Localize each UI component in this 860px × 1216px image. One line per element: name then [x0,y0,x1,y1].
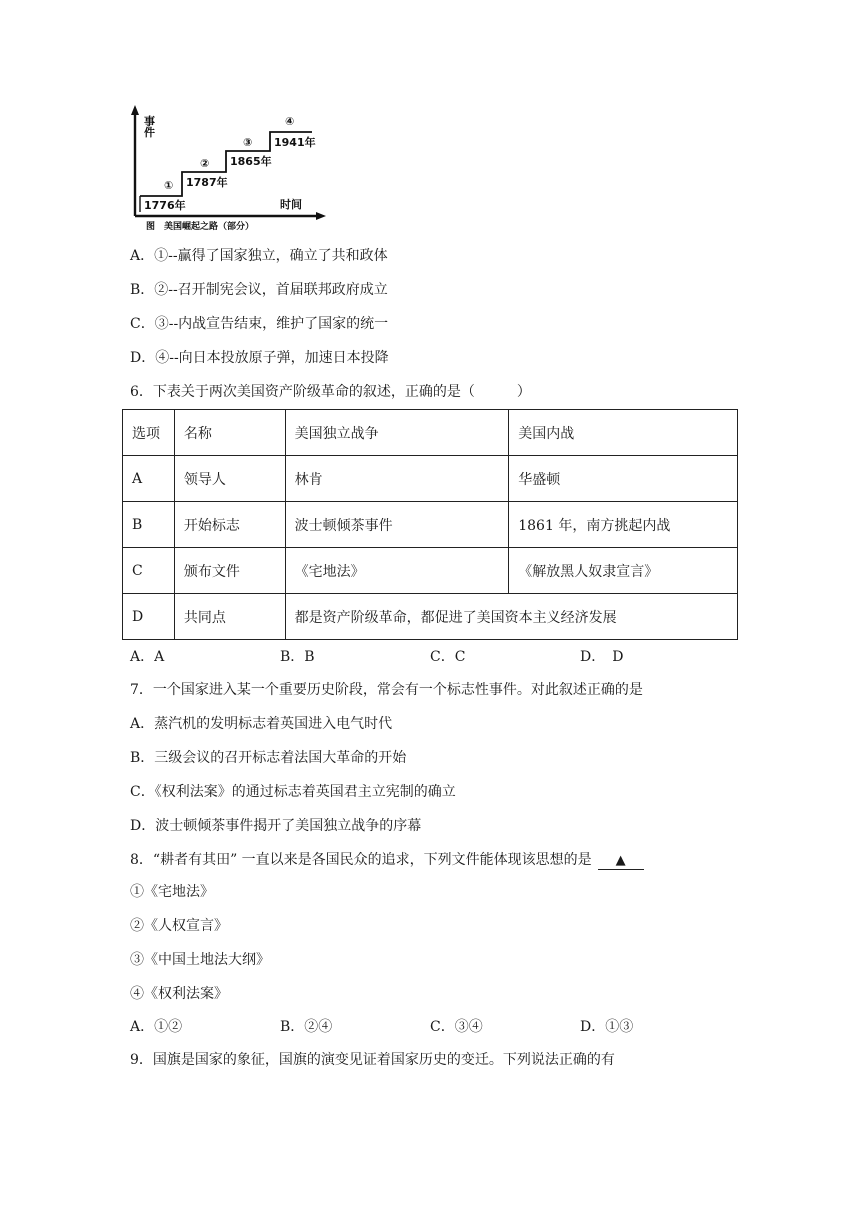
y-axis-arrow [131,105,139,115]
figure-caption: 图 美国崛起之路（部分） [146,222,255,232]
q8-option-c[interactable]: C．③④ [430,1019,483,1035]
q8-item-4: ④《权利法案》 [130,986,228,1002]
table-header-row [123,410,738,456]
q5-option-c[interactable]: C．③--内战宣告结束，维护了国家的统一 [130,316,389,332]
table-cell: 波士顿倾茶事件 [285,502,509,548]
q6-option-c[interactable]: C．C [430,649,466,665]
q8-item-2: ②《人权宣言》 [130,918,228,934]
q7-option-b[interactable]: B．三级会议的召开标志着法国大革命的开始 [130,750,407,766]
q6-option-b[interactable]: B．B [280,649,315,665]
timeline-figure [120,104,336,234]
q7-stem: 7．一个国家进入某一个重要历史阶段，常会有一个标志性事件。对此叙述正确的是 [130,682,643,698]
table-cell: 《解放黑人奴隶宣言》 [509,548,738,594]
x-axis-arrow [316,212,326,220]
q8-option-b[interactable]: B．②④ [280,1019,333,1035]
table-cell: C [123,548,175,594]
table-cell: 《宅地法》 [285,548,509,594]
table-row [123,502,738,548]
q6-option-d[interactable]: D． D [580,649,624,665]
q8-stem: 8．“耕者有其田” 一直以来是各国民众的追求，下列文件能体现该思想的是 [130,852,592,868]
table-cell: D [123,594,175,640]
table-row [123,548,738,594]
table-header-cell: 名称 [174,410,285,456]
table-cell: 华盛顿 [509,456,738,502]
table-merged-cell: 都是资产阶级革命，都促进了美国资本主义经济发展 [285,594,737,640]
table-cell: 开始标志 [174,502,285,548]
q6-stem: 6．下表关于两次美国资产阶级革命的叙述，正确的是（ ） [130,384,531,400]
table-cell: 林肯 [285,456,509,502]
step-year-2: 1787年 [186,176,228,189]
q7-option-a[interactable]: A．蒸汽机的发明标志着英国进入电气时代 [130,716,393,732]
step-year-3: 1865年 [230,155,272,168]
q7-option-d[interactable]: D．波士顿倾茶事件揭开了美国独立战争的序幕 [130,818,422,834]
table-row [123,594,738,640]
q8-option-a[interactable]: A．①② [130,1019,183,1035]
step-marker-4: ④ [285,115,295,128]
table-cell: 领导人 [174,456,285,502]
table-header-cell: 美国内战 [509,410,738,456]
q8-item-3: ③《中国土地法大纲》 [130,952,270,968]
q8-stem-line [130,850,644,870]
q8-options [0,1016,860,1036]
q5-option-b[interactable]: B．②--召开制宪会议，首届联邦政府成立 [130,282,388,298]
step-marker-3: ③ [243,136,253,149]
q5-option-a[interactable]: A．①--赢得了国家独立，确立了共和政体 [130,248,388,264]
table-cell: A [123,456,175,502]
step-marker-1: ① [164,179,174,192]
q5-option-d[interactable]: D．④--向日本投放原子弹，加速日本投降 [130,350,389,366]
q8-option-d[interactable]: D．①③ [580,1019,634,1035]
q6-option-a[interactable]: A．A [130,649,165,665]
step-marker-2: ② [200,157,210,170]
step-year-4: 1941年 [274,136,316,149]
q6-comparison-table [122,409,738,640]
table-cell: 颁布文件 [174,548,285,594]
x-axis-label: 时间 [280,198,302,211]
table-row [123,456,738,502]
answer-blank[interactable]: ▲ [598,853,644,870]
q7-option-c[interactable]: C．《权利法案》的通过标志着英国君主立宪制的确立 [130,784,456,800]
table-header-cell: 选项 [123,410,175,456]
y-axis-label: 事件 [144,115,155,139]
q8-item-1: ①《宅地法》 [130,884,214,900]
table-cell: 1861 年，南方挑起内战 [509,502,738,548]
step-year-1: 1776年 [144,199,186,212]
table-cell: B [123,502,175,548]
table-header-cell: 美国独立战争 [285,410,509,456]
table-cell: 共同点 [174,594,285,640]
q9-stem: 9．国旗是国家的象征，国旗的演变见证着国家历史的变迁。下列说法正确的有 [130,1052,615,1068]
q6-options [0,646,860,666]
